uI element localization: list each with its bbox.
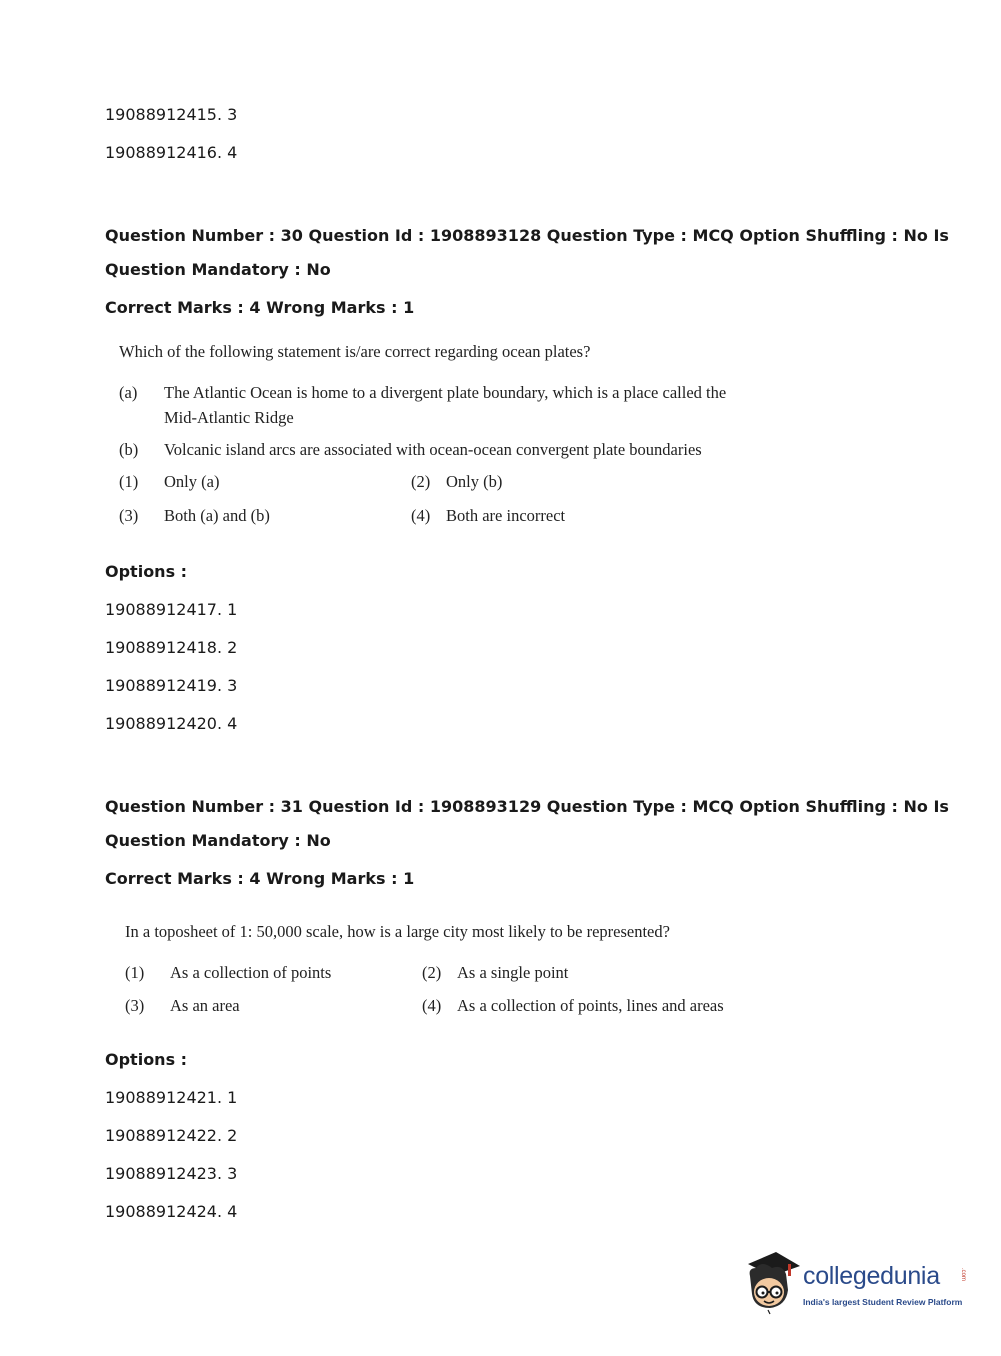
choice-text: Both are incorrect (446, 506, 566, 525)
question-header: Question Number : 31 Question Id : 1908893129 Question Type : MCQ Option Shuffling : No Is (105, 797, 949, 816)
choice-text: Only (b) (446, 472, 503, 491)
logo-tagline: India's largest Student Review Platform (803, 1297, 963, 1307)
options-label: Options : (105, 562, 188, 581)
choice-text: As a collection of points (170, 963, 332, 982)
choice-number: (2) (411, 472, 431, 491)
option-line: 19088912422. 2 (105, 1126, 238, 1145)
choice-text: As a single point (457, 963, 569, 982)
statement-text: Volcanic island arcs are associated with ocean-ocean convergent plate boundaries (164, 440, 702, 459)
choice-text: As a collection of points, lines and areas (457, 996, 724, 1015)
choice-number: (4) (411, 506, 431, 525)
option-line: 19088912418. 2 (105, 638, 238, 657)
choice-text: Only (a) (164, 472, 220, 491)
choice-number: (1) (125, 963, 145, 982)
option-line: 19088912416. 4 (105, 143, 238, 162)
choice-number: (3) (119, 506, 139, 525)
question-marks: Correct Marks : 4 Wrong Marks : 1 (105, 869, 415, 888)
choice-text: Both (a) and (b) (164, 506, 270, 525)
choice-number: (4) (422, 996, 442, 1015)
question-header: Question Number : 30 Question Id : 1908893128 Question Type : MCQ Option Shuffling : No Is (105, 226, 949, 245)
statement-label: (a) (119, 383, 138, 402)
option-line: 19088912421. 1 (105, 1088, 238, 1107)
statement-label: (b) (119, 440, 139, 459)
choice-text: As an area (170, 996, 240, 1015)
question-stem: In a toposheet of 1: 50,000 scale, how is a large city most likely to be represented? (125, 922, 670, 941)
question-header-cont: Question Mandatory : No (105, 831, 331, 850)
choice-number: (1) (119, 472, 139, 491)
collegedunia-logo[interactable] (742, 1250, 972, 1320)
choice-number: (3) (125, 996, 145, 1015)
student-mascot-icon (742, 1250, 802, 1316)
option-line: 19088912423. 3 (105, 1164, 238, 1183)
option-line: 19088912419. 3 (105, 676, 238, 695)
logo-wordmark: collegedunia (803, 1262, 940, 1290)
option-line: 19088912420. 4 (105, 714, 238, 733)
question-stem: Which of the following statement is/are correct regarding ocean plates? (119, 342, 591, 361)
question-header-cont: Question Mandatory : No (105, 260, 331, 279)
statement-text: The Atlantic Ocean is home to a divergent plate boundary, which is a place called the (164, 383, 727, 402)
statement-text-cont: Mid-Atlantic Ridge (164, 408, 294, 427)
options-label: Options : (105, 1050, 188, 1069)
choice-number: (2) (422, 963, 442, 982)
question-marks: Correct Marks : 4 Wrong Marks : 1 (105, 298, 415, 317)
option-line: 19088912424. 4 (105, 1202, 238, 1221)
option-line: 19088912417. 1 (105, 600, 238, 619)
logo-suffix: .com (960, 1268, 966, 1282)
option-line: 19088912415. 3 (105, 105, 238, 124)
